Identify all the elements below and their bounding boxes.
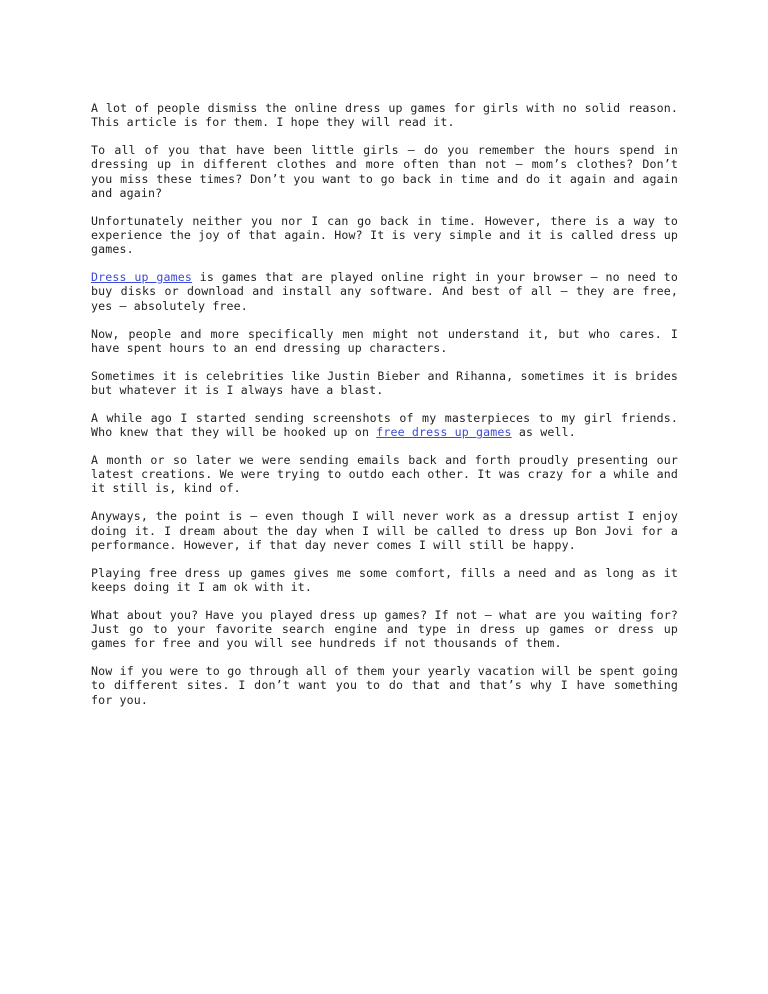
paragraph-8: A month or so later we were sending emails back and forth proudly presenting our latest creations. We were trying to outdo each other. It was crazy for a while and it still is, kind of. (91, 452, 678, 496)
paragraph-11: What about you? Have you played dress up games? If not – what are you waiting for? Just go to your favorite search engine and type in dress up games or dress up games for free and you will see hundreds if not thousands of them. (91, 607, 678, 651)
paragraph-2: To all of you that have been little girls – do you remember the hours spend in dressing up in different clothes and more often than not – mom’s clothes? Don’t you miss these times? Don’t you want to go back in time and do it again and again and again? (91, 143, 678, 200)
paragraph-9: Anyways, the point is – even though I will never work as a dressup artist I enjoy doing it. I dream about the day when I will be called to dress up Bon Jovi for a performance. However, if that day never comes I will still be happy. (91, 509, 678, 552)
paragraph-1: A lot of people dismiss the online dress up games for girls with no solid reason. This article is for them. I hope they will read it. (91, 101, 678, 130)
paragraph-7 (91, 411, 678, 440)
free-dress-up-games-link[interactable]: free dress up games (376, 425, 512, 440)
document-page (91, 101, 678, 721)
paragraph-4 (91, 270, 678, 313)
paragraph-3: Unfortunately neither you nor I can go back in time. However, there is a way to experience the joy of that again. How? It is very simple and it is called dress up games. (91, 213, 678, 257)
paragraph-5: Now, people and more specifically men might not understand it, but who cares. I have spent hours to an end dressing up characters. (91, 326, 678, 355)
paragraph-6: Sometimes it is celebrities like Justin Bieber and Rihanna, sometimes it is brides but whatever it is I always have a blast. (91, 368, 678, 397)
paragraph-7-text-after: as well. (511, 425, 576, 440)
paragraph-12: Now if you were to go through all of them your yearly vacation will be spent going to different sites. I don’t want you to do that and that’s why I have something for you. (91, 664, 678, 707)
paragraph-7-text-before: A while ago I started sending screenshots of my masterpieces to my girl friends. Who knew that they will be hooked up on (91, 410, 678, 440)
dress-up-games-link[interactable]: Dress up games (91, 270, 193, 285)
paragraph-4-text: is games that are played online right in your browser – no need to buy disks or download and install any software. And best of all – they are free, yes – absolutely free. (91, 270, 678, 313)
paragraph-10: Playing free dress up games gives me some comfort, fills a need and as long as it keeps doing it I am ok with it. (91, 565, 678, 594)
